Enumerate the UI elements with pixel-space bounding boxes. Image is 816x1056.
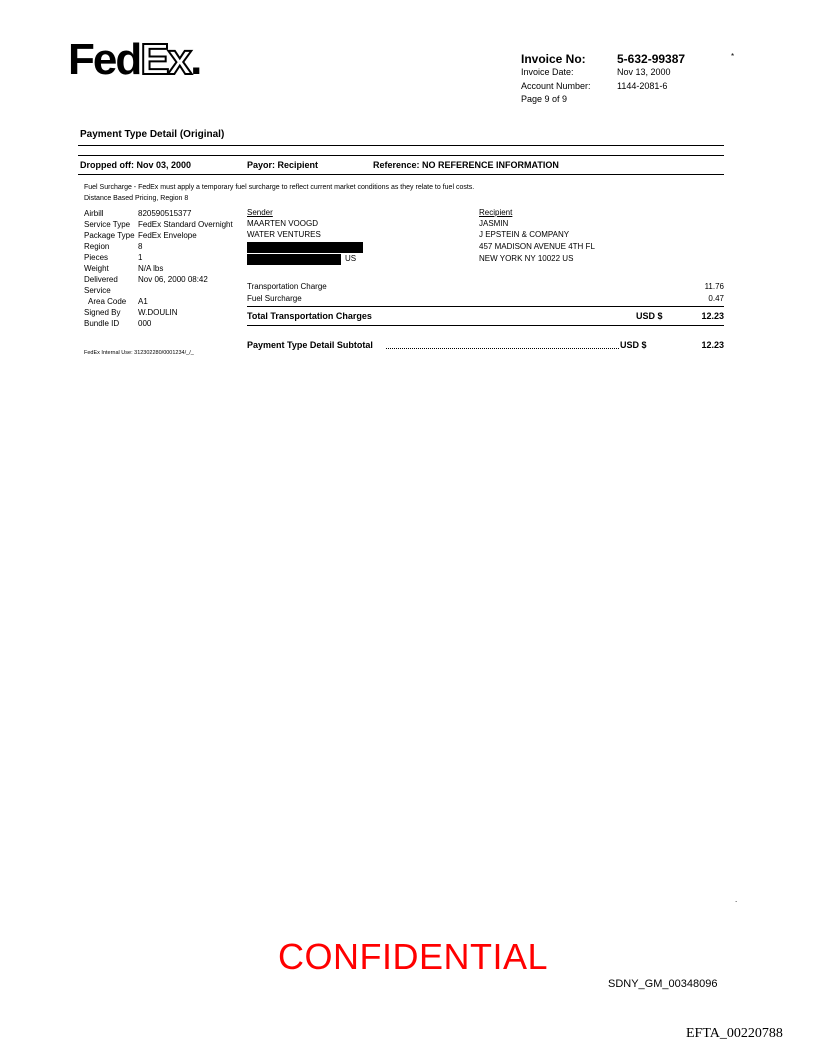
charge-label: Transportation Charge [247, 282, 327, 291]
sender-name: MAARTEN VOOGD [247, 219, 318, 228]
account-number-value: 1144-2081-6 [617, 81, 668, 91]
charge-label: Fuel Surcharge [247, 294, 302, 303]
subtotal-currency: USD $ [620, 340, 647, 350]
confidential-stamp: CONFIDENTIAL [278, 936, 549, 977]
charges-divider [247, 306, 724, 307]
sender-country: US [345, 254, 357, 263]
detail-row: Region 8 [84, 242, 143, 251]
total-amount: 12.23 [701, 311, 724, 321]
detail-row: Airbill 820590515377 [84, 209, 192, 218]
redaction-bar [247, 254, 341, 265]
detail-row: Package Type FedEx Envelope [84, 231, 197, 240]
detail-row: Pieces 1 [84, 253, 143, 262]
divider [78, 174, 724, 175]
recipient-heading: Recipient [479, 208, 513, 217]
efta-number: EFTA_00220788 [686, 1026, 783, 1041]
dropped-off: Dropped off: Nov 03, 2000 [80, 160, 192, 170]
invoice-no-value: 5-632-99387 [617, 52, 686, 66]
total-currency: USD $ [636, 311, 663, 321]
divider [78, 145, 724, 146]
stray-dot: . [735, 895, 738, 904]
sender-heading: Sender [247, 208, 273, 217]
account-number-label: Account Number: [521, 81, 591, 91]
charge-amount: 11.76 [704, 282, 724, 291]
redaction-bar [247, 242, 363, 253]
divider [78, 155, 724, 156]
detail-row: Signed By W.DOULIN [84, 308, 178, 317]
recipient-company: J EPSTEIN & COMPANY [479, 230, 570, 239]
detail-row: Service [84, 286, 111, 295]
recipient-name: JASMIN [479, 219, 509, 228]
total-label: Total Transportation Charges [247, 311, 372, 321]
subtotal-label: Payment Type Detail Subtotal [247, 340, 373, 350]
total-divider [247, 325, 724, 326]
recipient-address: 457 MADISON AVENUE 4TH FL [479, 242, 595, 251]
payor: Payor: Recipient [247, 160, 319, 170]
fedex-logo: FedEx. [68, 35, 201, 84]
detail-row: Area Code A1 [84, 297, 148, 306]
invoice-no-label: Invoice No: [521, 52, 586, 66]
sender-company: WATER VENTURES [247, 230, 321, 239]
invoice-date-value: Nov 13, 2000 [617, 67, 671, 77]
detail-row: Bundle ID 000 [84, 319, 152, 328]
detail-row: Service Type FedEx Standard Overnight [84, 220, 233, 229]
fuel-note: Fuel Surcharge - FedEx must apply a temporary fuel surcharge to reflect current market conditions as they relate to fuel costs. [84, 184, 475, 191]
detail-row: Delivered Nov 06, 2000 08:42 [84, 275, 208, 284]
invoice-date-label: Invoice Date: [521, 67, 574, 77]
pricing-note: Distance Based Pricing, Region 8 [84, 195, 189, 202]
subtotal-amount: 12.23 [701, 340, 724, 350]
reference: Reference: NO REFERENCE INFORMATION [373, 160, 559, 170]
detail-row: Weight N/A lbs [84, 264, 164, 273]
page-number: Page 9 of 9 [521, 94, 568, 104]
section-title: Payment Type Detail (Original) [80, 129, 225, 140]
bates-number: SDNY_GM_00348096 [608, 978, 718, 990]
details-list [84, 208, 233, 329]
recipient-city: NEW YORK NY 10022 US [479, 254, 574, 263]
corner-mark: * [731, 52, 735, 61]
internal-use: FedEx Internal Use: 312302280/0001234/_/_ [84, 350, 194, 356]
subtotal-leader [386, 348, 619, 349]
charge-amount: 0.47 [708, 294, 724, 303]
